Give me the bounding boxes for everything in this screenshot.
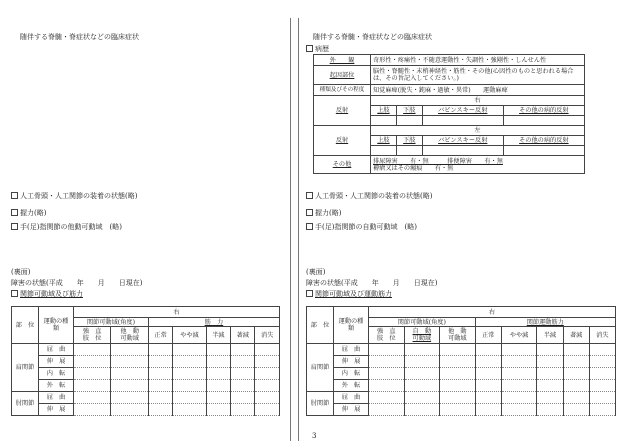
table-row [307,404,616,416]
neuro-row-value: 奇形性・疼痛性・不随意運動性・失調性・強剛性・しんせん性 [371,55,585,66]
value-cell [589,368,615,380]
other-line-2: 褥瘡又はその瘢痕 有・無 [373,164,454,172]
left-rom-header: 関節可動域(角度) [74,318,149,327]
value-cell [589,404,615,416]
reflex-col: 下肢 [396,106,422,116]
joint-name: 肘関節 [307,392,334,416]
value-cell [148,344,172,356]
value-cell [537,404,563,416]
right-item-artificial-joint [306,192,432,200]
grade-header: やや減 [501,327,537,344]
value-cell [255,380,280,392]
right-rom-header: 関節可動域(角度) [369,318,476,327]
left-item-finger-text: 手(足)指関節の他動可動域 (略) [20,223,122,231]
reflex-left-side: 左 [371,126,585,136]
value-cell [173,344,206,356]
checkbox-icon [11,192,18,199]
checkbox-icon [306,223,313,230]
joint-name: 肩関節 [307,344,334,392]
table-row [12,380,280,392]
page-number: 3 [312,432,317,440]
reflex-cell [503,116,584,126]
value-cell [173,404,206,416]
right-side-label: 右 [369,307,616,318]
reflex-col: 上肢 [371,136,397,146]
value-cell [74,368,111,380]
value-cell [255,344,280,356]
value-cell [255,368,280,380]
reflex-col: その他の病的反射 [503,136,584,146]
value-cell [148,380,172,392]
reflex-cell [422,116,503,126]
value-cell [440,368,476,380]
table-row [307,380,616,392]
value-cell [563,344,589,356]
grade-header: 著減 [563,327,589,344]
neuro-row-label: 起因部位 [314,66,371,85]
right-disability-date: 障害の状態(平成 年 月 日現在) [306,279,438,287]
value-cell [111,344,148,356]
left-side-label: 右 [74,307,280,318]
value-cell [501,380,537,392]
checkbox-icon [306,192,313,199]
value-cell [501,344,537,356]
value-cell [404,404,440,416]
value-cell [255,356,280,368]
right-item-finger-text: 手(足)指関節の自動可動域 (略) [315,223,417,231]
motion-name: 伸 展 [39,356,74,368]
value-cell [148,356,172,368]
grade-header: 半減 [537,327,563,344]
reflex-cell [422,146,503,156]
value-cell [206,392,230,404]
left-rom-table [11,306,280,416]
other-line-1: 排尿障害 有・無 排便障害 有・無 [373,157,503,165]
other-label: その他 [314,156,371,174]
value-cell [404,344,440,356]
right-sub-forced: 強 直 肢 位 [369,327,405,344]
value-cell [369,404,405,416]
value-cell [475,380,501,392]
value-cell [537,368,563,380]
right-header: 随伴する脊髄・脊症状などの臨床症状 [313,33,432,41]
value-cell [501,404,537,416]
value-cell [148,392,172,404]
table-row [12,392,280,404]
value-cell [148,404,172,416]
value-cell [440,404,476,416]
left-item-grip-text: 握力(略) [20,209,47,217]
motion-name: 外 転 [334,380,369,392]
right-sub-active: 自 動 可動域 [404,327,440,344]
other-value [371,156,585,174]
value-cell [74,392,111,404]
value-cell [563,380,589,392]
motion-name: 屈 曲 [334,344,369,356]
value-cell [475,392,501,404]
value-cell [404,380,440,392]
value-cell [589,380,615,392]
motion-name: 屈 曲 [334,392,369,404]
right-motion-header: 運動の種類 [334,307,369,344]
right-rom-table [306,306,616,416]
value-cell [230,380,254,392]
left-item-finger [11,223,122,231]
value-cell [440,392,476,404]
value-cell [537,356,563,368]
left-header: 随伴する脊髄・脊症状などの臨床症状 [20,33,139,41]
value-cell [440,380,476,392]
value-cell [74,344,111,356]
reflex-right-side: 右 [371,96,585,106]
value-cell [111,392,148,404]
left-part-header: 部 位 [12,307,39,344]
left-item-artificial-joint-text: 人工骨頭・人工関節の装着の状態(略) [20,192,138,200]
reflex-right-label: 反射 [314,96,371,126]
value-cell [475,404,501,416]
table-row [307,392,616,404]
value-cell [255,404,280,416]
left-page-border [290,18,291,441]
reflex-col: バビンスキー反射 [422,136,503,146]
value-cell [563,368,589,380]
value-cell [148,368,172,380]
left-back-label: (裏面) [11,268,31,276]
reflex-col: その他の病的反射 [503,106,584,116]
value-cell [563,392,589,404]
right-item-rom-text: 関節可動域及び運動筋力 [315,290,392,298]
value-cell [173,380,206,392]
value-cell [537,392,563,404]
value-cell [206,356,230,368]
value-cell [173,356,206,368]
value-cell [563,404,589,416]
checkbox-icon [306,45,313,52]
value-cell [589,344,615,356]
reflex-col: 下肢 [396,136,422,146]
value-cell [404,368,440,380]
checkbox-icon [11,290,18,297]
table-row [12,368,280,380]
left-sub-forced: 強 直 肢 位 [74,327,111,344]
right-back-label: (裏面) [306,268,326,276]
right-strength-header: 関節運動筋力 [475,318,615,327]
checkbox-icon [306,290,313,297]
value-cell [111,356,148,368]
right-item-artificial-joint-text: 人工骨頭・人工関節の装着の状態(略) [315,192,433,200]
reflex-cell [371,146,397,156]
right-sub-passive: 他 動 可動域 [440,327,476,344]
value-cell [74,404,111,416]
right-neuro-table [313,54,585,174]
motion-name: 伸 展 [39,404,74,416]
table-row [307,356,616,368]
table-row [307,344,616,356]
value-cell [206,344,230,356]
neuro-row-value: 脳性・脊髄性・末梢神経性・筋性・その他(心因性のものと思われる場合は、その旨記入してください。) [371,66,585,85]
value-cell [440,344,476,356]
value-cell [230,344,254,356]
right-part-header: 部 位 [307,307,334,344]
checkbox-icon [306,209,313,216]
left-item-grip [11,209,46,217]
value-cell [501,356,537,368]
value-cell [173,368,206,380]
value-cell [369,368,405,380]
value-cell [230,368,254,380]
value-cell [74,356,111,368]
table-row [12,404,280,416]
value-cell [111,368,148,380]
value-cell [404,392,440,404]
left-item-artificial-joint [11,192,137,200]
value-cell [404,356,440,368]
value-cell [369,392,405,404]
right-item-grip-text: 握力(略) [315,209,342,217]
value-cell [369,356,405,368]
value-cell [206,380,230,392]
value-cell [475,344,501,356]
value-cell [206,368,230,380]
checkbox-icon [11,223,18,230]
right-page-border [298,18,299,441]
value-cell [369,380,405,392]
grade-header: 著減 [230,327,254,344]
value-cell [111,404,148,416]
motion-name: 伸 展 [334,404,369,416]
right-item-finger [306,223,417,231]
left-item-rom-text: 関節可動域及び筋力 [20,290,83,298]
left-strength-header: 筋 力 [148,318,279,327]
reflex-cell [396,146,422,156]
grade-header: 半減 [206,327,230,344]
value-cell [475,368,501,380]
left-item-rom [11,290,83,298]
value-cell [589,356,615,368]
motion-name: 屈 曲 [39,344,74,356]
right-item-grip [306,209,341,217]
reflex-col: バビンスキー反射 [422,106,503,116]
neuro-row-label: 外 観 [314,55,371,66]
value-cell [589,392,615,404]
value-cell [206,404,230,416]
value-cell [537,380,563,392]
grade-header: 消失 [255,327,280,344]
value-cell [440,356,476,368]
left-disability-date: 障害の状態(平成 年 月 日現在) [11,279,143,287]
table-row [12,344,280,356]
value-cell [111,380,148,392]
table-row [12,356,280,368]
value-cell [537,344,563,356]
reflex-cell [396,116,422,126]
right-item-neuro [306,45,329,53]
left-motion-header: 運動の種類 [39,307,74,344]
grade-header: 消失 [589,327,615,344]
motion-name: 内 転 [334,368,369,380]
reflex-cell [503,146,584,156]
motion-name: 伸 展 [334,356,369,368]
value-cell [230,392,254,404]
value-cell [230,356,254,368]
neuro-row-label: 種類及びその程度 [314,85,371,96]
motion-name: 屈 曲 [39,392,74,404]
left-sub-passive: 他 動 可動域 [111,327,148,344]
reflex-left-label: 反射 [314,126,371,156]
checkbox-icon [11,209,18,216]
grade-header: 正常 [148,327,172,344]
value-cell [475,356,501,368]
value-cell [369,344,405,356]
table-row [307,368,616,380]
value-cell [255,392,280,404]
value-cell [230,404,254,416]
grade-header: 正常 [475,327,501,344]
right-item-neuro-text: 病歴 [315,45,329,53]
value-cell [563,356,589,368]
reflex-col: 上肢 [371,106,397,116]
motion-name: 外 転 [39,380,74,392]
motion-name: 内 転 [39,368,74,380]
value-cell [501,368,537,380]
reflex-cell [371,116,397,126]
value-cell [74,380,111,392]
right-item-rom [306,290,392,298]
value-cell [501,392,537,404]
neuro-row-value: 知覚麻痺(脱失・鈍麻・過敏・異常) 運動麻痺 [371,85,585,96]
value-cell [173,392,206,404]
grade-header: やや減 [173,327,206,344]
joint-name: 肩関節 [12,344,39,392]
joint-name: 肘関節 [12,392,39,416]
